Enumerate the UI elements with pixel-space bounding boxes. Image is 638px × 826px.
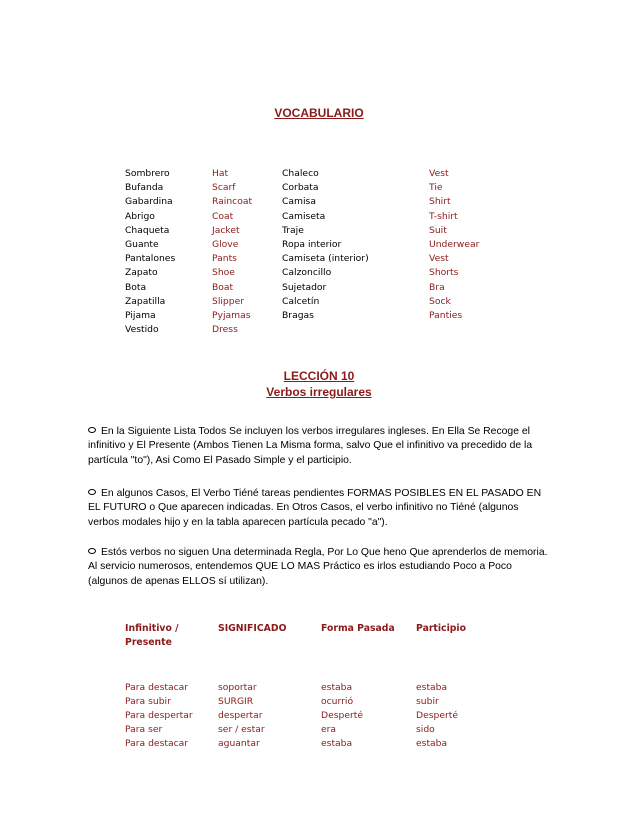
vocabulary-table	[0, 167, 638, 337]
verb-infinitive: Para destacar	[125, 682, 189, 693]
vocabulary-title: VOCABULARIO	[274, 106, 364, 120]
english-word: Underwear	[429, 238, 480, 250]
english-word: Vest	[429, 253, 449, 265]
english-word: Scarf	[212, 182, 236, 194]
spanish-word: Pijama	[125, 309, 156, 321]
paragraph-1	[88, 425, 548, 468]
english-word: Coat	[212, 210, 234, 222]
english-word: Sock	[429, 295, 451, 307]
verb-past: era	[321, 724, 337, 735]
verb-meaning: SURGIR	[218, 696, 254, 707]
english-word: T-shirt	[429, 210, 458, 222]
table-row	[0, 252, 638, 266]
english-word: Raincoat	[212, 196, 253, 208]
table-row	[0, 266, 638, 280]
table-row	[0, 238, 638, 252]
table-row	[0, 167, 638, 181]
spanish-word: Calcetín	[282, 295, 320, 307]
table-row	[0, 195, 638, 209]
lesson-subtitle: Verbos irregulares	[266, 385, 372, 399]
bullet-icon	[88, 548, 96, 554]
spanish-word: Bota	[125, 281, 147, 293]
table-row	[0, 295, 638, 309]
verb-participle: sido	[416, 724, 435, 735]
verb-participle: Desperté	[416, 710, 459, 721]
spanish-word: Camiseta (interior)	[282, 253, 369, 265]
bullet-icon	[88, 427, 96, 433]
table-row	[0, 281, 638, 295]
verb-meaning: despertar	[218, 710, 263, 721]
verb-participle: estaba	[416, 682, 448, 693]
lesson-title: LECCIÓN 10	[283, 369, 355, 383]
spanish-word: Gabardina	[125, 196, 173, 208]
verb-past: estaba	[321, 738, 353, 749]
english-word: Pyjamas	[212, 309, 251, 321]
verb-participle: estaba	[416, 738, 448, 749]
verb-past: ocurrió	[321, 696, 354, 707]
verb-infinitive: Para destacar	[125, 738, 189, 749]
table-row	[0, 695, 638, 709]
spanish-word: Vestido	[125, 324, 159, 336]
verb-past: Desperté	[321, 710, 364, 721]
table-row	[0, 224, 638, 238]
spanish-word: Pantalones	[125, 253, 176, 265]
english-word: Glove	[212, 238, 239, 250]
header-meaning: SIGNIFICADO	[218, 623, 287, 634]
verb-meaning: aguantar	[218, 738, 260, 749]
english-word: Suit	[429, 224, 447, 236]
english-word: Dress	[212, 324, 238, 336]
spanish-word: Corbata	[282, 182, 319, 194]
spanish-word: Bragas	[282, 309, 314, 321]
table-row	[0, 181, 638, 195]
spanish-word: Zapato	[125, 267, 158, 279]
table-row	[0, 709, 638, 723]
spanish-word: Guante	[125, 238, 159, 250]
english-word: Tie	[429, 182, 443, 194]
english-word: Shoe	[212, 267, 235, 279]
paragraph-text: Estós verbos no siguen Una determinada Regla, Por Lo Que heno Que aprenderlos de memoria. Al servicio numerosos, entendemos QUE LO MAS Práctico es irlos estudiando Poco a Poco (algunos de apenas ELLOS sí utilizan).	[88, 547, 548, 587]
spanish-word: Sujetador	[282, 281, 327, 293]
spanish-word: Abrigo	[125, 210, 155, 222]
verb-past: estaba	[321, 682, 353, 693]
table-row	[0, 323, 638, 337]
header-present: Presente	[125, 637, 172, 648]
paragraph-text: En la Siguiente Lista Todos Se incluyen los verbos irregulares ingleses. En Ella Se Recoge el infinitivo y El Presente (Ambos Tienen La Misma forma, salvo Que el infinitivo va precedido de la partícula "to"), Asi Como El Pasado Simple y el participio.	[88, 426, 533, 466]
spanish-word: Ropa interior	[282, 238, 342, 250]
spanish-word: Chaqueta	[125, 224, 170, 236]
spanish-word: Camisa	[282, 196, 316, 208]
spanish-word: Bufanda	[125, 182, 164, 194]
english-word: Bra	[429, 281, 445, 293]
english-word: Slipper	[212, 295, 245, 307]
header-participle: Participio	[416, 623, 466, 634]
table-row	[0, 723, 638, 737]
verb-infinitive: Para despertar	[125, 710, 193, 721]
paragraph-3	[88, 546, 548, 589]
spanish-word: Camiseta	[282, 210, 326, 222]
paragraph-2	[88, 487, 548, 530]
english-word: Shirt	[429, 196, 451, 208]
verb-participle: subir	[416, 696, 439, 707]
verb-table	[0, 681, 638, 751]
english-word: Boat	[212, 281, 234, 293]
spanish-word: Traje	[282, 224, 304, 236]
english-word: Hat	[212, 168, 229, 179]
table-row	[0, 681, 638, 695]
spanish-word: Sombrero	[125, 168, 170, 179]
verb-infinitive: Para subir	[125, 696, 171, 707]
paragraph-text: En algunos Casos, El Verbo Tiéné tareas pendientes FORMAS POSIBLES EN EL PASADO EN EL FUTURO o Que aparecen indicadas. En Otros Casos, el verbo infinitivo no Tiéné (algunos verbos modales hijo y en la tabla aparecen partícula pecado "a").	[88, 488, 542, 528]
spanish-word: Zapatilla	[125, 295, 166, 307]
english-word: Jacket	[212, 224, 240, 236]
verb-meaning: ser / estar	[218, 724, 265, 735]
table-row	[0, 210, 638, 224]
spanish-word: Calzoncillo	[282, 267, 332, 279]
english-word: Vest	[429, 168, 449, 179]
english-word: Shorts	[429, 267, 459, 279]
english-word: Panties	[429, 309, 463, 321]
header-past: Forma Pasada	[321, 623, 395, 634]
header-infinitive: Infinitivo /	[125, 623, 179, 634]
verb-meaning: soportar	[218, 682, 257, 693]
english-word: Pants	[212, 253, 237, 265]
table-row	[0, 309, 638, 323]
verb-infinitive: Para ser	[125, 724, 163, 735]
spanish-word: Chaleco	[282, 168, 319, 179]
table-row	[0, 737, 638, 751]
bullet-icon	[88, 489, 96, 495]
